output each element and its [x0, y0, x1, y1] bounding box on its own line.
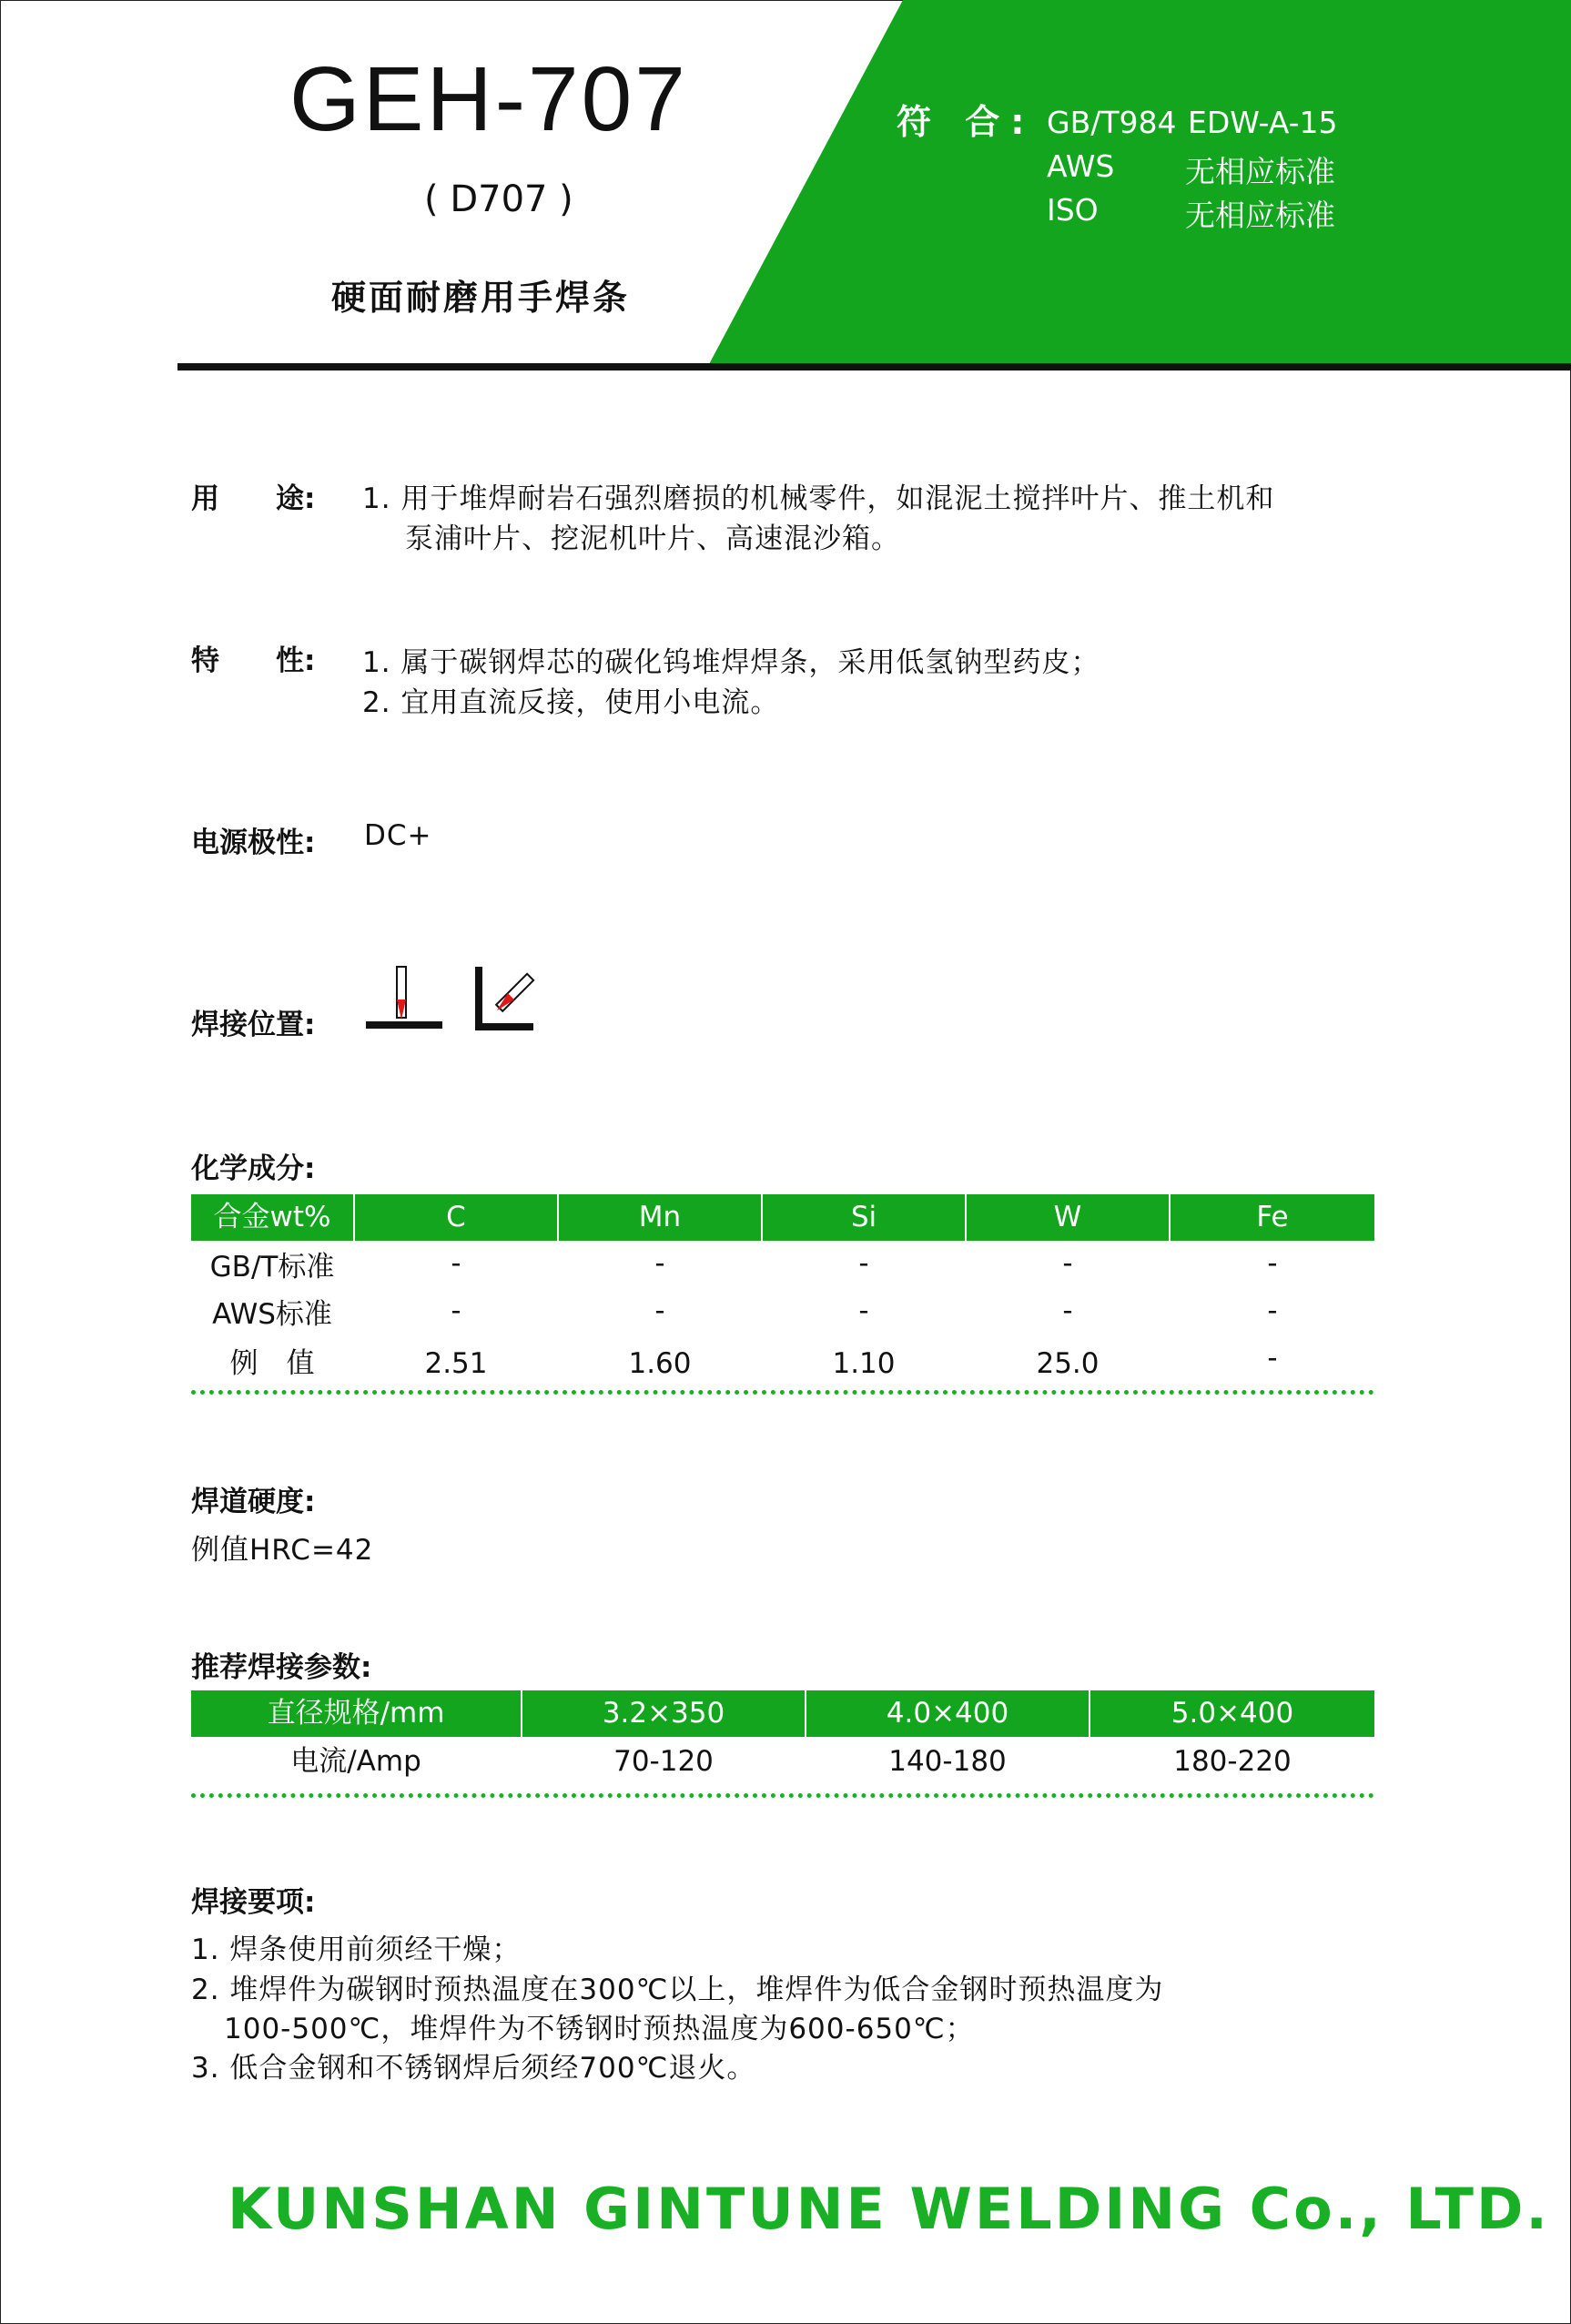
notes-line: 1. 焊条使用前须经干燥；: [191, 1933, 522, 1966]
chem-cell: -: [654, 1294, 665, 1327]
params-cell: 140-180: [888, 1745, 1007, 1778]
chem-cell: GB/T标准: [209, 1251, 335, 1284]
chemistry-label: 化学成分:: [191, 1152, 316, 1185]
product-name: 硬面耐磨用手焊条: [331, 278, 631, 318]
header-green-band: [0, 0, 1571, 369]
notes-label: 焊接要项:: [191, 1886, 316, 1919]
horizontal-fillet-position-icon: [473, 965, 537, 1032]
chem-cell: 1.60: [628, 1347, 692, 1380]
chem-cell: -: [858, 1294, 869, 1327]
standard-org: AWS: [1047, 148, 1115, 184]
position-label: 焊接位置:: [191, 1009, 316, 1041]
params-header: 直径规格/mm: [267, 1697, 445, 1730]
features-line: 2. 宜用直流反接，使用小电流。: [362, 686, 780, 719]
params-cell: 180-220: [1173, 1745, 1292, 1778]
features-line: 1. 属于碳钢焊芯的碳化钨堆焊焊条，采用低氢钠型药皮；: [362, 646, 1100, 679]
params-header: 3.2×350: [602, 1697, 725, 1730]
usage-label: 用 途:: [191, 482, 316, 515]
product-code: GEH-707: [289, 48, 688, 150]
chem-cell: -: [1062, 1294, 1073, 1327]
chem-cell: -: [451, 1247, 461, 1280]
features-label: 特 性:: [191, 644, 316, 677]
chem-cell: 25.0: [1036, 1347, 1100, 1380]
chem-cell: -: [858, 1247, 869, 1280]
flat-position-icon: [364, 965, 446, 1030]
company-name: KUNSHAN GINTUNE WELDING Co., LTD.: [228, 2176, 1550, 2242]
standard-value: 无相应标准: [1185, 198, 1335, 233]
header-divider: [177, 363, 1571, 370]
polarity-value: DC+: [364, 819, 432, 852]
chem-cell: AWS标准: [212, 1298, 332, 1331]
standard-value: 无相应标准: [1185, 154, 1335, 189]
params-header: 4.0×400: [886, 1697, 1009, 1730]
params-cell: 70-120: [613, 1745, 714, 1778]
chem-header: Si: [850, 1201, 877, 1233]
chem-cell: -: [1267, 1342, 1278, 1375]
notes-line: 3. 低合金钢和不锈钢焊后须经700℃退火。: [191, 2052, 756, 2085]
standard-value: EDW-A-15: [1188, 105, 1338, 140]
usage-line: 1. 用于堆焊耐岩石强烈磨损的机械零件，如混泥土搅拌叶片、推土机和: [362, 482, 1275, 515]
params-cell: 电流/Amp: [290, 1745, 421, 1778]
chem-cell: -: [451, 1294, 461, 1327]
chem-header: C: [446, 1201, 466, 1233]
chem-cell: -: [654, 1247, 665, 1280]
standards-heading: 符 合:: [897, 102, 1036, 142]
chem-cell: -: [1267, 1247, 1278, 1280]
chem-header: Fe: [1256, 1201, 1289, 1233]
params-table: [191, 1690, 1374, 1791]
chem-cell: 例 值: [229, 1347, 315, 1380]
chem-header: 合金wt%: [213, 1201, 331, 1233]
params-dotted-rule: [191, 1793, 1374, 1798]
notes-line: 100-500℃，堆焊件为不锈钢时预热温度为600-650℃；: [224, 2013, 975, 2045]
usage-line: 泵浦叶片、挖泥机叶片、高速混沙箱。: [405, 523, 900, 555]
notes-line: 2. 堆焊件为碳钢时预热温度在300℃以上，堆焊件为低合金钢时预热温度为: [191, 1974, 1164, 2006]
standard-org: ISO: [1047, 192, 1099, 228]
chem-cell: -: [1062, 1247, 1073, 1280]
chem-cell: 2.51: [424, 1347, 488, 1380]
chem-header: Mn: [638, 1201, 682, 1233]
hardness-label: 焊道硬度:: [191, 1486, 316, 1518]
chemistry-table: [191, 1194, 1374, 1380]
standard-org: GB/T984: [1047, 105, 1177, 140]
params-header: 5.0×400: [1171, 1697, 1294, 1730]
params-label: 推荐焊接参数:: [191, 1651, 372, 1684]
chemistry-dotted-rule: [191, 1390, 1374, 1395]
hardness-value: 例值HRC=42: [191, 1534, 374, 1567]
polarity-label: 电源极性:: [191, 827, 316, 859]
chem-cell: -: [1267, 1294, 1278, 1327]
chem-header: W: [1053, 1201, 1082, 1233]
product-alias: ( D707 ): [424, 178, 573, 220]
chem-cell: 1.10: [832, 1347, 896, 1380]
